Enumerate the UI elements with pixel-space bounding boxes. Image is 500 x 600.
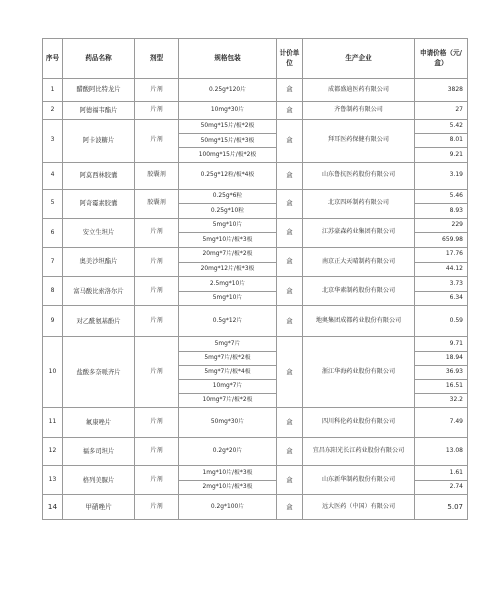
cell-price: 6.34 (415, 291, 468, 306)
cell-company: 齐鲁制药有限公司 (303, 102, 415, 120)
cell-unit: 盒 (277, 408, 303, 438)
cell-spec: 0.5g*12片 (179, 306, 277, 337)
cell-spec: 10mg*7片/板*2板 (179, 394, 277, 408)
cell-price: 36.93 (415, 365, 468, 379)
cell-form: 胶囊剂 (135, 189, 179, 218)
table-row (43, 466, 468, 481)
cell-unit: 盒 (277, 337, 303, 408)
cell-spec: 10mg*30片 (179, 102, 277, 120)
cell-unit: 盒 (277, 277, 303, 306)
cell-price: 7.49 (415, 408, 468, 438)
cell-form: 片剂 (135, 466, 179, 495)
cell-drug-name: 甲硝唑片 (63, 495, 135, 520)
cell-spec: 10mg*7片 (179, 379, 277, 393)
cell-form: 片剂 (135, 337, 179, 408)
cell-price: 17.76 (415, 247, 468, 262)
cell-company: 江苏豪森药业集团有限公司 (303, 218, 415, 247)
table-row (43, 408, 468, 438)
cell-spec: 50mg*15片/板*3板 (179, 134, 277, 148)
cell-form: 片剂 (135, 79, 179, 102)
cell-price: 9.21 (415, 148, 468, 162)
cell-spec: 5mg*7片 (179, 337, 277, 351)
cell-spec: 0.2g*100片 (179, 495, 277, 520)
cell-form: 片剂 (135, 218, 179, 247)
cell-price: 13.08 (415, 438, 468, 466)
cell-price: 5.42 (415, 120, 468, 134)
cell-drug-name: 阿奇霉素胶囊 (63, 189, 135, 218)
header-name: 药品名称 (63, 39, 135, 79)
cell-drug-name: 富马酸比索洛尔片 (63, 277, 135, 306)
table-row (43, 162, 468, 189)
header-price: 申请价格（元/盒） (415, 39, 468, 79)
table-row (43, 79, 468, 102)
cell-drug-name: 阿德福韦酯片 (63, 102, 135, 120)
cell-unit: 盒 (277, 162, 303, 189)
cell-index: 13 (43, 466, 63, 495)
cell-unit: 盒 (277, 247, 303, 276)
cell-spec: 0.2g*20片 (179, 438, 277, 466)
cell-price: 16.51 (415, 379, 468, 393)
cell-spec: 0.25g*12粒/板*4板 (179, 162, 277, 189)
cell-spec: 5mg*10片 (179, 291, 277, 306)
cell-price: 2.74 (415, 480, 468, 495)
cell-spec: 20mg*7片/板*2板 (179, 247, 277, 262)
cell-price: 3828 (415, 79, 468, 102)
cell-index: 1 (43, 79, 63, 102)
cell-company: 拜耳医药保健有限公司 (303, 120, 415, 163)
cell-index: 2 (43, 102, 63, 120)
cell-spec: 0.25g*120片 (179, 79, 277, 102)
cell-index: 4 (43, 162, 63, 189)
cell-price: 5.46 (415, 189, 468, 204)
cell-index: 9 (43, 306, 63, 337)
table-header-row (43, 39, 468, 79)
cell-form: 片剂 (135, 306, 179, 337)
table-row (43, 495, 468, 520)
cell-company: 南京正大天晴制药有限公司 (303, 247, 415, 276)
cell-company: 北京四环制药有限公司 (303, 189, 415, 218)
cell-company: 成都盛迪医药有限公司 (303, 79, 415, 102)
cell-form: 片剂 (135, 277, 179, 306)
cell-index: 14 (43, 495, 63, 520)
cell-company: 远大医药（中国）有限公司 (303, 495, 415, 520)
cell-drug-name: 奥美沙坦酯片 (63, 247, 135, 276)
cell-spec: 5mg*7片/板*4板 (179, 365, 277, 379)
cell-price: 32.2 (415, 394, 468, 408)
table-row (43, 306, 468, 337)
cell-index: 8 (43, 277, 63, 306)
cell-spec: 2mg*10片/板*3板 (179, 480, 277, 495)
cell-unit: 盒 (277, 495, 303, 520)
cell-index: 12 (43, 438, 63, 466)
cell-drug-name: 阿卡波糖片 (63, 120, 135, 163)
cell-company: 山东鲁抗医药股份有限公司 (303, 162, 415, 189)
cell-index: 10 (43, 337, 63, 408)
cell-drug-name: 阿莫西林胶囊 (63, 162, 135, 189)
cell-form: 片剂 (135, 408, 179, 438)
cell-price: 3.73 (415, 277, 468, 292)
cell-form: 片剂 (135, 247, 179, 276)
cell-spec: 50mg*15片/板*2板 (179, 120, 277, 134)
cell-company: 北京华素制药股份有限公司 (303, 277, 415, 306)
cell-spec: 2.5mg*10片 (179, 277, 277, 292)
cell-unit: 盒 (277, 466, 303, 495)
cell-company: 浙江华海药业股份有限公司 (303, 337, 415, 408)
cell-form: 片剂 (135, 120, 179, 163)
table-body (43, 79, 468, 520)
cell-price: 8.01 (415, 134, 468, 148)
cell-spec: 100mg*15片/板*2板 (179, 148, 277, 162)
header-unit: 计价单位 (277, 39, 303, 79)
table-row (43, 102, 468, 120)
cell-index: 5 (43, 189, 63, 218)
cell-index: 3 (43, 120, 63, 163)
cell-form: 片剂 (135, 102, 179, 120)
cell-spec: 0.25g*6粒 (179, 189, 277, 204)
cell-company: 四川科伦药业股份有限公司 (303, 408, 415, 438)
cell-price: 1.61 (415, 466, 468, 481)
cell-unit: 盒 (277, 438, 303, 466)
cell-index: 6 (43, 218, 63, 247)
cell-unit: 盒 (277, 189, 303, 218)
cell-price: 18.94 (415, 351, 468, 365)
cell-spec: 1mg*10片/板*3板 (179, 466, 277, 481)
cell-drug-name: 福多司坦片 (63, 438, 135, 466)
cell-company: 山东新华制药股份有限公司 (303, 466, 415, 495)
cell-index: 11 (43, 408, 63, 438)
cell-price: 659.98 (415, 233, 468, 248)
cell-form: 胶囊剂 (135, 162, 179, 189)
cell-drug-name: 对乙酰氨基酚片 (63, 306, 135, 337)
cell-company: 宜昌东阳光长江药业股份有限公司 (303, 438, 415, 466)
cell-price: 0.59 (415, 306, 468, 337)
cell-price: 229 (415, 218, 468, 233)
cell-price: 8.93 (415, 204, 468, 219)
table-row (43, 218, 468, 233)
cell-unit: 盒 (277, 79, 303, 102)
cell-unit: 盒 (277, 120, 303, 163)
cell-spec: 0.25g*10粒 (179, 204, 277, 219)
cell-spec: 5mg*10片/板*3板 (179, 233, 277, 248)
cell-unit: 盒 (277, 102, 303, 120)
cell-spec: 5mg*10片 (179, 218, 277, 233)
cell-drug-name: 氟康唑片 (63, 408, 135, 438)
cell-unit: 盒 (277, 306, 303, 337)
table-row (43, 337, 468, 351)
header-index: 序号 (43, 39, 63, 79)
drug-price-table (42, 38, 468, 520)
cell-drug-name: 格列美脲片 (63, 466, 135, 495)
cell-price: 9.71 (415, 337, 468, 351)
cell-form: 片剂 (135, 495, 179, 520)
cell-price: 5.07 (415, 495, 468, 520)
cell-drug-name: 醋酸阿比特龙片 (63, 79, 135, 102)
table-row (43, 277, 468, 292)
cell-spec: 5mg*7片/板*2板 (179, 351, 277, 365)
cell-price: 44.12 (415, 262, 468, 277)
header-spec: 规格包装 (179, 39, 277, 79)
table-row (43, 120, 468, 134)
cell-drug-name: 盐酸多奈哌齐片 (63, 337, 135, 408)
header-form: 剂型 (135, 39, 179, 79)
cell-index: 7 (43, 247, 63, 276)
cell-unit: 盒 (277, 218, 303, 247)
cell-form: 片剂 (135, 438, 179, 466)
table-row (43, 247, 468, 262)
cell-drug-name: 安立生坦片 (63, 218, 135, 247)
table-row (43, 189, 468, 204)
cell-spec: 50mg*30片 (179, 408, 277, 438)
table-row (43, 438, 468, 466)
cell-price: 3.19 (415, 162, 468, 189)
cell-spec: 20mg*12片/板*3板 (179, 262, 277, 277)
header-company: 生产企业 (303, 39, 415, 79)
cell-company: 地奥集团成都药业股份有限公司 (303, 306, 415, 337)
cell-price: 27 (415, 102, 468, 120)
